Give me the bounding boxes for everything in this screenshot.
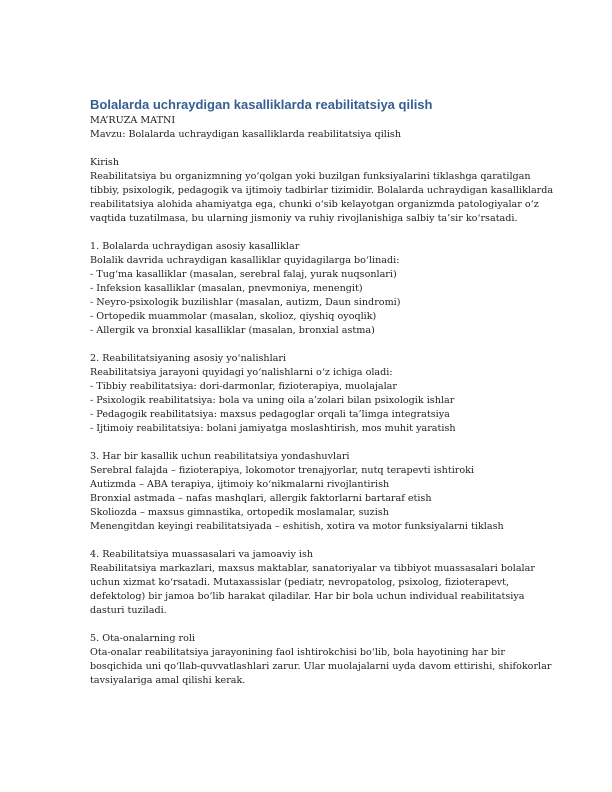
spacer [90, 618, 522, 632]
text-line: Bronxial astmada – nafas mashqlari, allergik faktorlarni bartaraf etish [90, 493, 432, 504]
document-subtitle: MA’RUZA MATNI [90, 115, 176, 126]
text-line: tavsiyalariga amal qilishi kerak. [90, 675, 246, 686]
section-heading: 2. Reabilitatsiyaning asosiy yo‘nalishlari [90, 353, 287, 364]
text-line: Autizmda – ABA terapiya, ijtimoiy ko‘nikmalarni rivojlantirish [90, 479, 390, 490]
text-line: reabilitatsiya alohida ahamiyatga ega, chunki o‘sib kelayotgan organizmda patologiyalar o‘z [90, 199, 539, 210]
spacer [90, 436, 522, 450]
text-line: Reabilitatsiya jarayoni quyidagi yo‘nalishlarni o‘z ichiga oladi: [90, 367, 393, 378]
section-5 [90, 632, 552, 688]
section-0 [90, 156, 554, 240]
section-heading: 4. Reabilitatsiya muassasalari va jamoaviy ish [90, 549, 314, 560]
document-page [90, 96, 554, 688]
text-line: - Allergik va bronxial kasalliklar (masalan, bronxial astma) [90, 325, 375, 336]
text-line: - Infeksion kasalliklar (masalan, pnevmoniya, menengit) [90, 283, 363, 294]
text-line: - Pedagogik reabilitatsiya: maxsus pedagoglar orqali ta’limga integratsiya [90, 409, 450, 420]
text-line: - Tug‘ma kasalliklar (masalan, serebral falaj, yurak nuqsonlari) [90, 269, 397, 280]
section-heading: Kirish [90, 157, 119, 168]
text-line: - Ijtimoiy reabilitatsiya: bolani jamiyatga moslashtirish, mos muhit yaratish [90, 423, 456, 434]
text-line: Bolalik davrida uchraydigan kasalliklar quyidagilarga bo‘linadi: [90, 255, 400, 266]
section-heading: 3. Har bir kasallik uchun reabilitatsiya yondashuvlari [90, 451, 350, 462]
text-line: Ota-onalar reabilitatsiya jarayonining faol ishtirokchisi bo‘lib, bola hayotining har bir [90, 647, 505, 658]
section-2 [90, 352, 522, 450]
text-line: dasturi tuziladi. [90, 605, 167, 616]
text-line: Reabilitatsiya markazlari, maxsus maktablar, sanatoriyalar va tibbiyot muassasalari bolalar [90, 563, 535, 574]
document-title: Bolalarda uchraydigan kasalliklarda reabilitatsiya qilish [90, 97, 433, 112]
text-line: tibbiy, psixologik, pedagogik va ijtimoiy tadbirlar tizimidir. Bolalarda uchraydigan kasalliklarda [90, 185, 554, 196]
spacer [90, 226, 522, 240]
text-line: vaqtida tuzatilmasa, bu ularning jismoniy va ruhiy rivojlanishiga salbiy ta’sir ko‘rsatadi. [90, 213, 518, 224]
section-3 [90, 450, 522, 548]
spacer [90, 534, 522, 548]
section-4 [90, 548, 535, 632]
text-line: Skoliozda – maxsus gimnastika, ortopedik moslamalar, suzish [90, 507, 389, 518]
text-line: - Neyro-psixologik buzilishlar (masalan, autizm, Daun sindromi) [90, 297, 401, 308]
text-line: Reabilitatsiya bu organizmning yo‘qolgan yoki buzilgan funksiyalarini tiklashga qaratilgan [90, 171, 531, 182]
text-line: - Ortopedik muammolar (masalan, skolioz, qiyshiq oyoqlik) [90, 311, 377, 322]
text-line: defektolog) bir jamoa bo‘lib harakat qiladilar. Har bir bola uchun individual reabilitatsiya [90, 591, 525, 602]
spacer [90, 338, 522, 352]
document-body [90, 156, 554, 688]
text-line: - Tibbiy reabilitatsiya: dori-darmonlar, fizioterapiya, muolajalar [90, 381, 397, 392]
text-line: Serebral falajda – fizioterapiya, lokomotor trenajyorlar, nutq terapevti ishtiroki [90, 465, 475, 476]
document-topic: Mavzu: Bolalarda uchraydigan kasalliklarda reabilitatsiya qilish [90, 129, 402, 140]
text-line: uchun xizmat ko‘rsatadi. Mutaxassislar (pediatr, nevropatolog, psixolog, fizioterapevt, [90, 577, 509, 588]
section-1 [90, 240, 522, 352]
section-heading: 1. Bolalarda uchraydigan asosiy kasalliklar [90, 241, 300, 252]
text-line: Menengitdan keyingi reabilitatsiyada – eshitish, xotira va motor funksiyalarni tiklash [90, 521, 504, 532]
section-heading: 5. Ota-onalarning roli [90, 633, 196, 644]
spacer [90, 142, 522, 156]
text-line: bosqichida uni qo‘llab-quvvatlashlari zarur. Ular muolajalarni uyda davom ettirishi, shifokorlar [90, 661, 552, 672]
text-line: - Psixologik reabilitatsiya: bola va uning oila a’zolari bilan psixologik ishlar [90, 395, 455, 406]
